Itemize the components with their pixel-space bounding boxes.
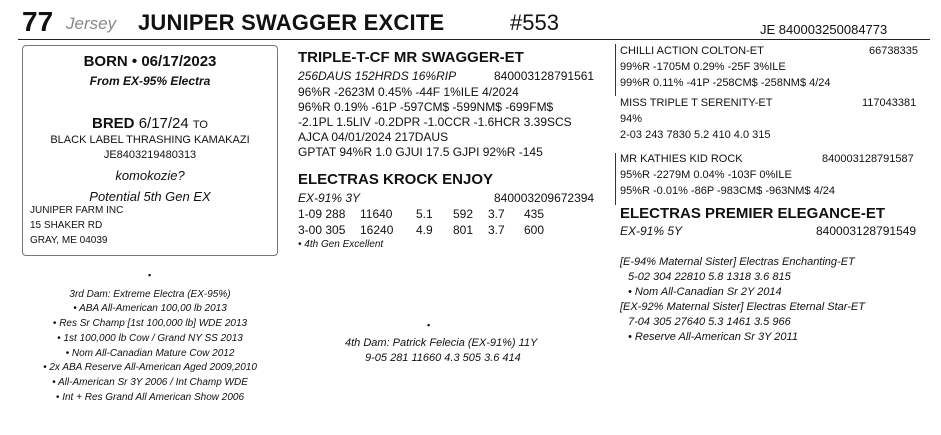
sire-dam-line-2: 2-03 243 7830 5.2 410 4.0 315 bbox=[620, 129, 771, 141]
dam-sire-line-2: 95%R -0.01% -86P -983CM$ -963NM$ 4/24 bbox=[620, 185, 836, 197]
born-date: BORN • 06/17/2023 bbox=[83, 53, 217, 70]
sister-1-note: • Nom All-Canadian Sr 2Y 2014 bbox=[628, 286, 782, 298]
sire-sire-reg: 66738335 bbox=[869, 45, 918, 57]
bred-to: TO bbox=[192, 119, 208, 131]
sister-2-note: • Reserve All-American Sr 3Y 2011 bbox=[628, 331, 798, 343]
owner-city: GRAY, ME 04039 bbox=[30, 235, 108, 246]
bred-date: 6/17/24 bbox=[138, 115, 189, 132]
sire-line-4: -2.1PL 1.5LIV -0.2DPR -1.0CCR -1.6HCR 3.39SCS bbox=[298, 115, 572, 129]
third-dam-title: 3rd Dam: Extreme Electra (EX-95%) bbox=[69, 289, 231, 300]
born-from: From EX-95% Electra bbox=[89, 74, 211, 88]
breed-label: Jersey bbox=[66, 14, 117, 33]
record-cell: 4.9 bbox=[416, 223, 433, 237]
dam-name: ELECTRAS KROCK ENJOY bbox=[298, 171, 494, 188]
bred-info bbox=[22, 115, 278, 132]
sire-dam-reg: 117043381 bbox=[862, 97, 917, 109]
dam-sire-name: MR KATHIES KID ROCK bbox=[620, 153, 743, 165]
record-cell: 600 bbox=[524, 223, 545, 237]
sire-line-2: 96%R -2623M 0.45% -44F 1%ILE 4/2024 bbox=[298, 85, 519, 99]
registration-id: JE 840003250084773 bbox=[760, 22, 888, 37]
dam-note: • 4th Gen Excellent bbox=[298, 239, 384, 250]
third-dam-bullet: ▪ bbox=[148, 270, 152, 280]
bred-sire: BLACK LABEL THRASHING KAMAKAZI bbox=[50, 134, 250, 146]
nickname: komokozie? bbox=[115, 168, 185, 183]
sister-1-record: 5-02 304 22810 5.8 1318 3.6 815 bbox=[628, 271, 791, 283]
third-dam-line: • Nom All-Canadian Mature Cow 2012 bbox=[65, 348, 235, 359]
sire-line-3: 96%R 0.19% -61P -597CM$ -599NM$ -699FM$ bbox=[298, 100, 554, 114]
animal-name: JUNIPER SWAGGER EXCITE bbox=[138, 10, 445, 35]
third-dam-line: • ABA All-American 100,00 lb 2013 bbox=[73, 303, 227, 314]
owner-street: 15 SHAKER RD bbox=[30, 220, 103, 231]
header-divider bbox=[18, 39, 930, 40]
record-cell: 11640 bbox=[360, 207, 393, 221]
third-dam-line: • 1st 100,000 lb Cow / Grand NY SS 2013 bbox=[57, 333, 243, 344]
sire-name: TRIPLE-T-CF MR SWAGGER-ET bbox=[298, 49, 524, 66]
sire-dam-name: MISS TRIPLE T SERENITY-ET bbox=[620, 97, 773, 109]
sire-line-5: AJCA 04/01/2024 217DAUS bbox=[298, 130, 449, 144]
pedigree-bracket bbox=[615, 153, 616, 205]
sire-line-1: 256DAUS 152HRDS 16%RIP bbox=[298, 69, 457, 83]
dam-reg: 840003209672394 bbox=[494, 191, 595, 205]
bred-sire-reg: JE8403219480313 bbox=[103, 149, 197, 161]
record-cell: 592 bbox=[453, 207, 474, 221]
third-dam-line: • Int + Res Grand All American Show 2006 bbox=[55, 392, 245, 403]
dam-dam-class: EX-91% 5Y bbox=[620, 224, 683, 238]
record-cell: 1-09 288 bbox=[298, 207, 346, 221]
record-cell: 435 bbox=[524, 207, 545, 221]
catalog-number: #553 bbox=[510, 10, 559, 35]
third-dam-line: • All-American Sr 3Y 2006 / Int Champ WDE bbox=[52, 377, 248, 388]
record-cell: 801 bbox=[453, 223, 474, 237]
sire-dam-line-1: 94% bbox=[620, 113, 643, 125]
bred-label: BRED bbox=[92, 115, 135, 132]
third-dam-line: • Res Sr Champ [1st 100,000 lb] WDE 2013 bbox=[52, 318, 248, 329]
lot-number: 77 bbox=[22, 6, 54, 37]
sire-sire-line-2: 99%R 0.11% -41P -258CM$ -258NM$ 4/24 bbox=[620, 77, 831, 89]
sister-1-title: [E-94% Maternal Sister] Electras Enchanting-ET bbox=[620, 256, 855, 268]
sire-sire-line-1: 99%R -1705M 0.29% -25F 3%ILE bbox=[620, 61, 786, 73]
pedigree-bracket bbox=[615, 44, 616, 96]
dam-class: EX-91% 3Y bbox=[298, 191, 361, 205]
record-cell: 5.1 bbox=[416, 207, 433, 221]
fourth-dam-title: 4th Dam: Patrick Felecia (EX-91%) 11Y bbox=[345, 337, 538, 349]
dam-dam-name: ELECTRAS PREMIER ELEGANCE-ET bbox=[620, 205, 886, 222]
record-cell: 16240 bbox=[360, 223, 394, 237]
fourth-dam-record: 9-05 281 11660 4.3 505 3.6 414 bbox=[365, 352, 521, 364]
fourth-dam-bullet: ▪ bbox=[427, 320, 431, 330]
sister-2-title: [EX-92% Maternal Sister] Electras Eternal Star-ET bbox=[620, 301, 865, 313]
dam-sire-line-1: 95%R -2279M 0.04% -103F 0%ILE bbox=[620, 169, 792, 181]
sire-line-6: GPTAT 94%R 1.0 GJUI 17.5 GJPI 92%R -145 bbox=[298, 145, 543, 159]
sire-sire-name: CHILLI ACTION COLTON-ET bbox=[620, 45, 764, 57]
dam-dam-reg: 840003128791549 bbox=[816, 224, 917, 238]
dam-sire-reg: 840003128791587 bbox=[822, 153, 914, 165]
owner-name: JUNIPER FARM INC bbox=[30, 205, 124, 216]
sister-2-record: 7-04 305 27640 5.3 1461 3.5 966 bbox=[628, 316, 791, 328]
record-cell: 3.7 bbox=[488, 223, 505, 237]
record-cell: 3.7 bbox=[488, 207, 505, 221]
third-dam-line: • 2x ABA Reserve All-American Aged 2009,2010 bbox=[43, 362, 257, 373]
potential-note: Potential 5th Gen EX bbox=[89, 189, 211, 204]
record-cell: 3-00 305 bbox=[298, 223, 346, 237]
sire-reg: 840003128791561 bbox=[494, 69, 595, 83]
